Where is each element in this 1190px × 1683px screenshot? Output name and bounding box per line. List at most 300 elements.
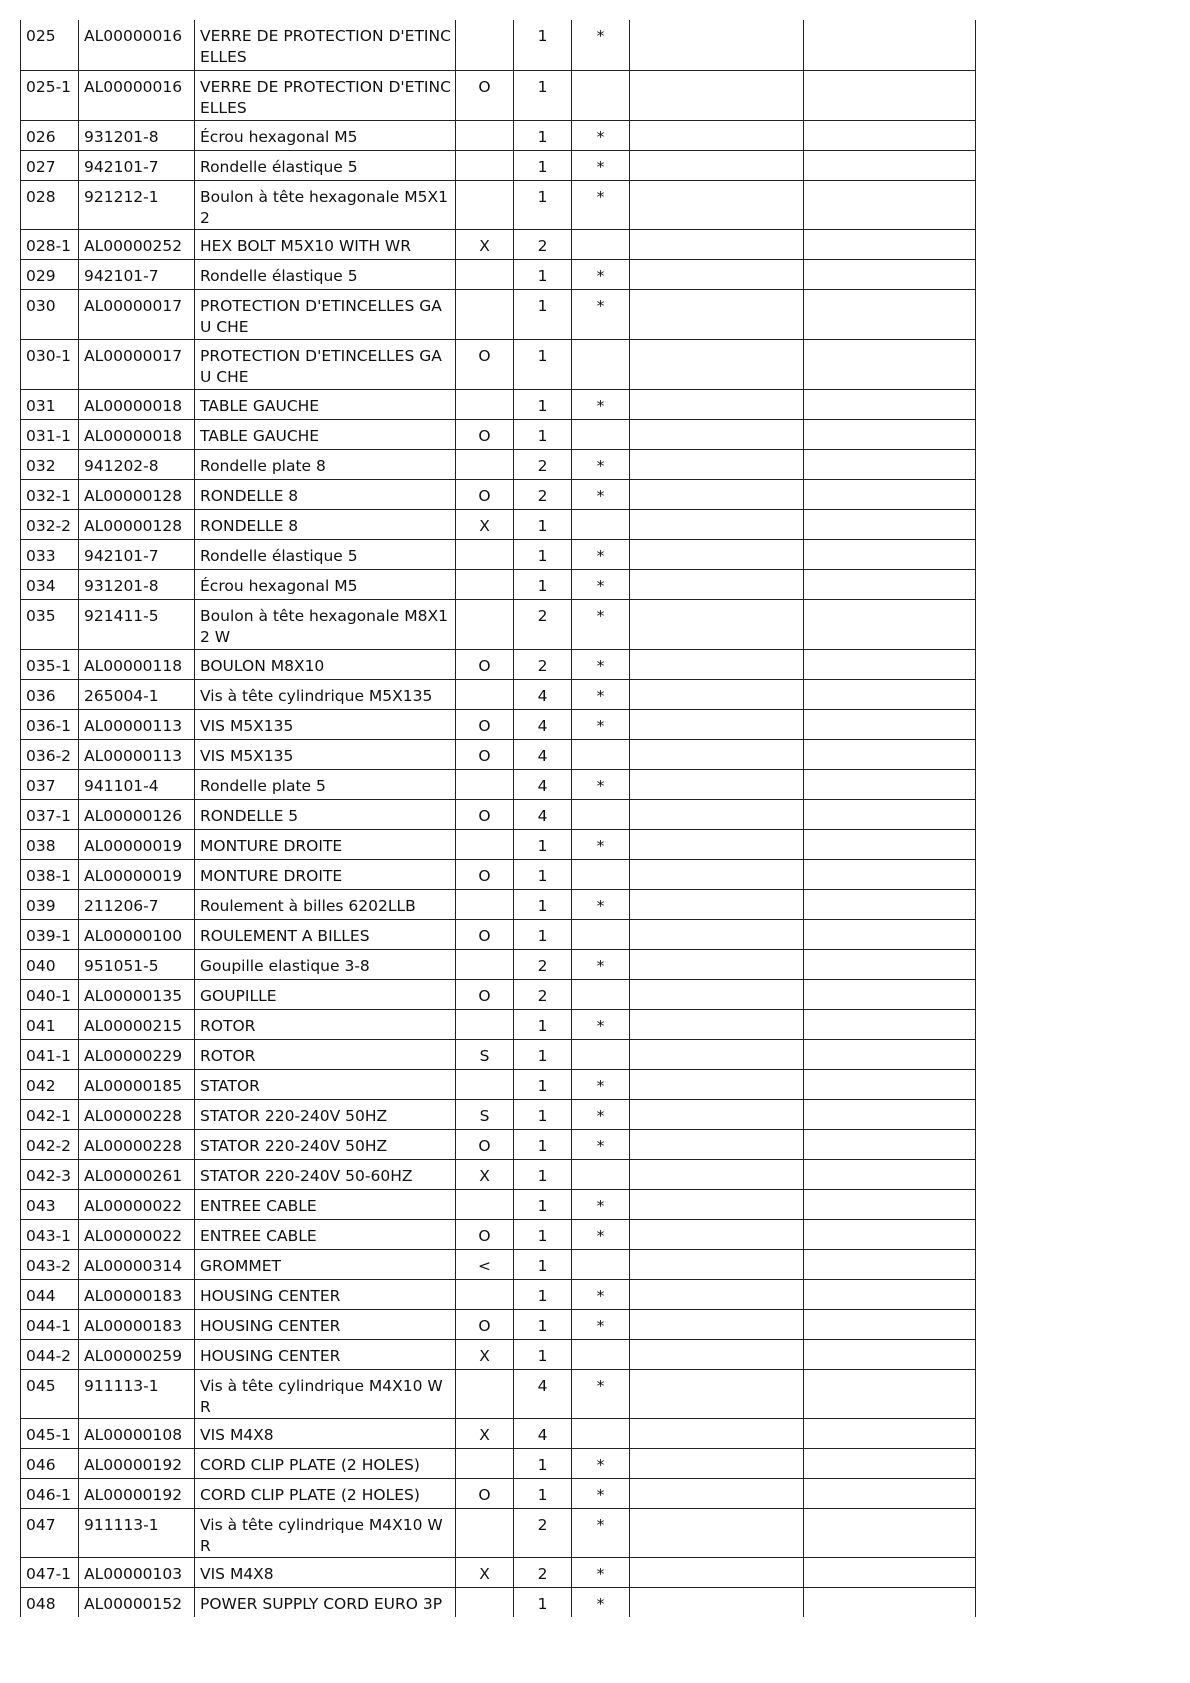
mark-cell <box>456 389 514 419</box>
asterisk-cell: * <box>572 889 630 919</box>
table-row <box>21 120 976 150</box>
quantity-cell: 1 <box>514 509 572 539</box>
item-number-cell: 031-1 <box>21 419 79 449</box>
item-number-cell: 037 <box>21 769 79 799</box>
item-number-cell: 044-1 <box>21 1309 79 1339</box>
description-cell: GROMMET <box>195 1249 456 1279</box>
asterisk-cell <box>572 339 630 389</box>
description-cell: MONTURE DROITE <box>195 859 456 889</box>
mark-cell <box>456 539 514 569</box>
description-cell: MONTURE DROITE <box>195 829 456 859</box>
mark-cell <box>456 1508 514 1557</box>
table-row <box>21 679 976 709</box>
asterisk-cell: * <box>572 679 630 709</box>
quantity-cell: 1 <box>514 1309 572 1339</box>
quantity-cell: 1 <box>514 829 572 859</box>
quantity-cell: 2 <box>514 979 572 1009</box>
asterisk-cell: * <box>572 1478 630 1508</box>
description-cell: ROTOR <box>195 1009 456 1039</box>
empty-cell <box>804 389 976 419</box>
empty-cell <box>804 769 976 799</box>
empty-cell <box>630 419 804 449</box>
empty-cell <box>804 679 976 709</box>
empty-cell <box>630 1009 804 1039</box>
asterisk-cell: * <box>572 769 630 799</box>
item-number-cell: 042-1 <box>21 1099 79 1129</box>
empty-cell <box>804 1069 976 1099</box>
item-number-cell: 040 <box>21 949 79 979</box>
part-number-cell: 941202-8 <box>79 449 195 479</box>
item-number-cell: 044 <box>21 1279 79 1309</box>
asterisk-cell <box>572 1159 630 1189</box>
mark-cell <box>456 1069 514 1099</box>
description-cell: RONDELLE 8 <box>195 479 456 509</box>
empty-cell <box>804 1159 976 1189</box>
empty-cell <box>804 479 976 509</box>
table-row <box>21 339 976 389</box>
empty-cell <box>630 949 804 979</box>
empty-cell <box>804 120 976 150</box>
empty-cell <box>630 739 804 769</box>
empty-cell <box>804 1189 976 1219</box>
mark-cell: O <box>456 799 514 829</box>
item-number-cell: 029 <box>21 259 79 289</box>
part-number-cell: AL00000128 <box>79 479 195 509</box>
description-cell: BOULON M8X10 <box>195 649 456 679</box>
item-number-cell: 035 <box>21 599 79 649</box>
asterisk-cell: * <box>572 1219 630 1249</box>
mark-cell: O <box>456 1129 514 1159</box>
asterisk-cell <box>572 509 630 539</box>
description-cell: VIS M4X8 <box>195 1557 456 1587</box>
table-row <box>21 1099 976 1129</box>
mark-cell <box>456 889 514 919</box>
quantity-cell: 2 <box>514 229 572 259</box>
asterisk-cell <box>572 229 630 259</box>
item-number-cell: 042 <box>21 1069 79 1099</box>
description-cell: STATOR 220-240V 50HZ <box>195 1099 456 1129</box>
part-number-cell: AL00000118 <box>79 649 195 679</box>
empty-cell <box>804 449 976 479</box>
empty-cell <box>630 339 804 389</box>
quantity-cell: 1 <box>514 1478 572 1508</box>
quantity-cell: 1 <box>514 569 572 599</box>
asterisk-cell: * <box>572 829 630 859</box>
quantity-cell: 2 <box>514 449 572 479</box>
description-cell: Goupille elastique 3-8 <box>195 949 456 979</box>
description-cell: PROTECTION D'ETINCELLES GAU CHE <box>195 289 456 339</box>
item-number-cell: 036-2 <box>21 739 79 769</box>
table-row <box>21 1478 976 1508</box>
description-cell: STATOR <box>195 1069 456 1099</box>
table-row <box>21 1279 976 1309</box>
quantity-cell: 1 <box>514 120 572 150</box>
part-number-cell: AL00000103 <box>79 1557 195 1587</box>
item-number-cell: 032 <box>21 449 79 479</box>
table-row <box>21 1249 976 1279</box>
part-number-cell: AL00000259 <box>79 1339 195 1369</box>
table-row <box>21 150 976 180</box>
description-cell: POWER SUPPLY CORD EURO 3P <box>195 1587 456 1617</box>
empty-cell <box>804 1587 976 1617</box>
part-number-cell: AL00000183 <box>79 1279 195 1309</box>
empty-cell <box>630 1448 804 1478</box>
quantity-cell: 1 <box>514 150 572 180</box>
empty-cell <box>804 1279 976 1309</box>
table-row <box>21 709 976 739</box>
empty-cell <box>630 1369 804 1418</box>
empty-cell <box>630 599 804 649</box>
part-number-cell: AL00000019 <box>79 829 195 859</box>
empty-cell <box>630 1557 804 1587</box>
empty-cell <box>804 150 976 180</box>
item-number-cell: 030 <box>21 289 79 339</box>
quantity-cell: 2 <box>514 649 572 679</box>
item-number-cell: 025 <box>21 20 79 70</box>
empty-cell <box>804 599 976 649</box>
asterisk-cell: * <box>572 1508 630 1557</box>
asterisk-cell: * <box>572 20 630 70</box>
item-number-cell: 047 <box>21 1508 79 1557</box>
mark-cell <box>456 769 514 799</box>
parts-table-body <box>21 20 976 1617</box>
part-number-cell: 931201-8 <box>79 120 195 150</box>
mark-cell <box>456 120 514 150</box>
quantity-cell: 2 <box>514 479 572 509</box>
mark-cell <box>456 1587 514 1617</box>
description-cell: Vis à tête cylindrique M5X135 <box>195 679 456 709</box>
item-number-cell: 030-1 <box>21 339 79 389</box>
mark-cell <box>456 1448 514 1478</box>
empty-cell <box>804 339 976 389</box>
empty-cell <box>804 419 976 449</box>
part-number-cell: AL00000215 <box>79 1009 195 1039</box>
empty-cell <box>804 1339 976 1369</box>
mark-cell: O <box>456 339 514 389</box>
table-row <box>21 1189 976 1219</box>
quantity-cell: 4 <box>514 679 572 709</box>
part-number-cell: AL00000018 <box>79 389 195 419</box>
table-row <box>21 1369 976 1418</box>
empty-cell <box>630 1069 804 1099</box>
part-number-cell: AL00000019 <box>79 859 195 889</box>
empty-cell <box>804 180 976 229</box>
empty-cell <box>630 180 804 229</box>
empty-cell <box>630 259 804 289</box>
empty-cell <box>804 919 976 949</box>
empty-cell <box>804 1418 976 1448</box>
table-row <box>21 449 976 479</box>
empty-cell <box>804 70 976 120</box>
item-number-cell: 028-1 <box>21 229 79 259</box>
item-number-cell: 033 <box>21 539 79 569</box>
table-row <box>21 859 976 889</box>
part-number-cell: AL00000261 <box>79 1159 195 1189</box>
mark-cell: X <box>456 229 514 259</box>
description-cell: HEX BOLT M5X10 WITH WR <box>195 229 456 259</box>
quantity-cell: 1 <box>514 889 572 919</box>
mark-cell: O <box>456 739 514 769</box>
mark-cell <box>456 949 514 979</box>
description-cell: RONDELLE 8 <box>195 509 456 539</box>
item-number-cell: 036-1 <box>21 709 79 739</box>
part-number-cell: 931201-8 <box>79 569 195 599</box>
asterisk-cell: * <box>572 479 630 509</box>
asterisk-cell: * <box>572 259 630 289</box>
table-row <box>21 569 976 599</box>
part-number-cell: 921411-5 <box>79 599 195 649</box>
table-row <box>21 1557 976 1587</box>
description-cell: CORD CLIP PLATE (2 HOLES) <box>195 1448 456 1478</box>
empty-cell <box>630 1309 804 1339</box>
asterisk-cell: * <box>572 1099 630 1129</box>
description-cell: Rondelle élastique 5 <box>195 259 456 289</box>
item-number-cell: 041 <box>21 1009 79 1039</box>
part-number-cell: AL00000192 <box>79 1478 195 1508</box>
description-cell: VIS M5X135 <box>195 739 456 769</box>
quantity-cell: 1 <box>514 180 572 229</box>
description-cell: VERRE DE PROTECTION D'ETINC ELLES <box>195 20 456 70</box>
item-number-cell: 041-1 <box>21 1039 79 1069</box>
quantity-cell: 1 <box>514 1129 572 1159</box>
mark-cell: O <box>456 1309 514 1339</box>
empty-cell <box>804 1009 976 1039</box>
description-cell: Boulon à tête hexagonale M5X12 <box>195 180 456 229</box>
parts-table <box>20 20 976 1617</box>
mark-cell: O <box>456 919 514 949</box>
part-number-cell: AL00000113 <box>79 739 195 769</box>
mark-cell <box>456 150 514 180</box>
empty-cell <box>804 979 976 1009</box>
empty-cell <box>630 1418 804 1448</box>
mark-cell: S <box>456 1039 514 1069</box>
item-number-cell: 044-2 <box>21 1339 79 1369</box>
empty-cell <box>630 859 804 889</box>
empty-cell <box>804 20 976 70</box>
quantity-cell: 2 <box>514 599 572 649</box>
description-cell: ENTREE CABLE <box>195 1189 456 1219</box>
quantity-cell: 1 <box>514 859 572 889</box>
table-row <box>21 1129 976 1159</box>
item-number-cell: 043-1 <box>21 1219 79 1249</box>
mark-cell: O <box>456 419 514 449</box>
table-row <box>21 539 976 569</box>
empty-cell <box>804 949 976 979</box>
asterisk-cell <box>572 1249 630 1279</box>
part-number-cell: 941101-4 <box>79 769 195 799</box>
part-number-cell: AL00000314 <box>79 1249 195 1279</box>
asterisk-cell <box>572 919 630 949</box>
mark-cell <box>456 1189 514 1219</box>
mark-cell: X <box>456 509 514 539</box>
table-row <box>21 509 976 539</box>
asterisk-cell: * <box>572 150 630 180</box>
empty-cell <box>630 389 804 419</box>
asterisk-cell: * <box>572 709 630 739</box>
asterisk-cell: * <box>572 949 630 979</box>
part-number-cell: AL00000228 <box>79 1099 195 1129</box>
empty-cell <box>804 649 976 679</box>
description-cell: Écrou hexagonal M5 <box>195 569 456 599</box>
mark-cell <box>456 259 514 289</box>
empty-cell <box>630 1249 804 1279</box>
item-number-cell: 040-1 <box>21 979 79 1009</box>
empty-cell <box>804 259 976 289</box>
part-number-cell: AL00000228 <box>79 1129 195 1159</box>
quantity-cell: 1 <box>514 1219 572 1249</box>
quantity-cell: 1 <box>514 289 572 339</box>
quantity-cell: 1 <box>514 339 572 389</box>
item-number-cell: 036 <box>21 679 79 709</box>
quantity-cell: 1 <box>514 1279 572 1309</box>
table-row <box>21 599 976 649</box>
description-cell: TABLE GAUCHE <box>195 389 456 419</box>
empty-cell <box>630 20 804 70</box>
item-number-cell: 034 <box>21 569 79 599</box>
part-number-cell: AL00000185 <box>79 1069 195 1099</box>
item-number-cell: 048 <box>21 1587 79 1617</box>
quantity-cell: 1 <box>514 1039 572 1069</box>
asterisk-cell: * <box>572 1369 630 1418</box>
part-number-cell: AL00000192 <box>79 1448 195 1478</box>
item-number-cell: 043-2 <box>21 1249 79 1279</box>
empty-cell <box>630 289 804 339</box>
part-number-cell: 942101-7 <box>79 150 195 180</box>
mark-cell <box>456 1279 514 1309</box>
mark-cell <box>456 289 514 339</box>
quantity-cell: 1 <box>514 389 572 419</box>
mark-cell: O <box>456 479 514 509</box>
empty-cell <box>630 649 804 679</box>
quantity-cell: 1 <box>514 70 572 120</box>
empty-cell <box>630 679 804 709</box>
empty-cell <box>804 1478 976 1508</box>
part-number-cell: 921212-1 <box>79 180 195 229</box>
mark-cell <box>456 180 514 229</box>
empty-cell <box>630 1189 804 1219</box>
description-cell: GOUPILLE <box>195 979 456 1009</box>
part-number-cell: 951051-5 <box>79 949 195 979</box>
quantity-cell: 1 <box>514 1009 572 1039</box>
item-number-cell: 045-1 <box>21 1418 79 1448</box>
mark-cell <box>456 679 514 709</box>
quantity-cell: 1 <box>514 1339 572 1369</box>
empty-cell <box>630 1219 804 1249</box>
description-cell: Roulement à billes 6202LLB <box>195 889 456 919</box>
part-number-cell: AL00000016 <box>79 20 195 70</box>
asterisk-cell <box>572 1039 630 1069</box>
item-number-cell: 028 <box>21 180 79 229</box>
empty-cell <box>804 709 976 739</box>
empty-cell <box>804 1219 976 1249</box>
mark-cell: O <box>456 70 514 120</box>
mark-cell: X <box>456 1557 514 1587</box>
item-number-cell: 031 <box>21 389 79 419</box>
mark-cell <box>456 1009 514 1039</box>
asterisk-cell: * <box>572 649 630 679</box>
part-number-cell: 911113-1 <box>79 1508 195 1557</box>
item-number-cell: 047-1 <box>21 1557 79 1587</box>
description-cell: Boulon à tête hexagonale M8X12 W <box>195 599 456 649</box>
empty-cell <box>804 1099 976 1129</box>
quantity-cell: 1 <box>514 1189 572 1219</box>
asterisk-cell: * <box>572 569 630 599</box>
empty-cell <box>630 709 804 739</box>
empty-cell <box>630 799 804 829</box>
table-row <box>21 389 976 419</box>
item-number-cell: 035-1 <box>21 649 79 679</box>
empty-cell <box>804 1508 976 1557</box>
part-number-cell: 942101-7 <box>79 539 195 569</box>
asterisk-cell: * <box>572 1129 630 1159</box>
part-number-cell: AL00000016 <box>79 70 195 120</box>
empty-cell <box>630 120 804 150</box>
part-number-cell: 942101-7 <box>79 259 195 289</box>
quantity-cell: 4 <box>514 739 572 769</box>
quantity-cell: 1 <box>514 539 572 569</box>
mark-cell: O <box>456 979 514 1009</box>
table-row <box>21 739 976 769</box>
empty-cell <box>630 919 804 949</box>
table-row <box>21 1159 976 1189</box>
quantity-cell: 1 <box>514 1069 572 1099</box>
empty-cell <box>630 1587 804 1617</box>
table-row <box>21 1587 976 1617</box>
asterisk-cell: * <box>572 1448 630 1478</box>
empty-cell <box>804 799 976 829</box>
empty-cell <box>630 1159 804 1189</box>
table-row <box>21 1448 976 1478</box>
mark-cell: O <box>456 709 514 739</box>
mark-cell: O <box>456 859 514 889</box>
asterisk-cell: * <box>572 599 630 649</box>
part-number-cell: AL00000252 <box>79 229 195 259</box>
part-number-cell: 265004-1 <box>79 679 195 709</box>
empty-cell <box>804 539 976 569</box>
asterisk-cell: * <box>572 449 630 479</box>
asterisk-cell <box>572 1339 630 1369</box>
empty-cell <box>804 509 976 539</box>
item-number-cell: 042-3 <box>21 1159 79 1189</box>
empty-cell <box>630 979 804 1009</box>
table-row <box>21 1508 976 1557</box>
table-row <box>21 1039 976 1069</box>
quantity-cell: 1 <box>514 1587 572 1617</box>
empty-cell <box>630 479 804 509</box>
item-number-cell: 045 <box>21 1369 79 1418</box>
table-row <box>21 259 976 289</box>
description-cell: VIS M4X8 <box>195 1418 456 1448</box>
asterisk-cell <box>572 419 630 449</box>
mark-cell <box>456 20 514 70</box>
description-cell: VERRE DE PROTECTION D'ETINC ELLES <box>195 70 456 120</box>
asterisk-cell: * <box>572 1189 630 1219</box>
empty-cell <box>630 150 804 180</box>
part-number-cell: AL00000017 <box>79 339 195 389</box>
empty-cell <box>804 289 976 339</box>
table-row <box>21 829 976 859</box>
description-cell: VIS M5X135 <box>195 709 456 739</box>
quantity-cell: 2 <box>514 1508 572 1557</box>
item-number-cell: 038 <box>21 829 79 859</box>
quantity-cell: 1 <box>514 1448 572 1478</box>
asterisk-cell <box>572 859 630 889</box>
mark-cell <box>456 569 514 599</box>
empty-cell <box>804 1448 976 1478</box>
part-number-cell: AL00000108 <box>79 1418 195 1448</box>
empty-cell <box>630 539 804 569</box>
mark-cell: < <box>456 1249 514 1279</box>
